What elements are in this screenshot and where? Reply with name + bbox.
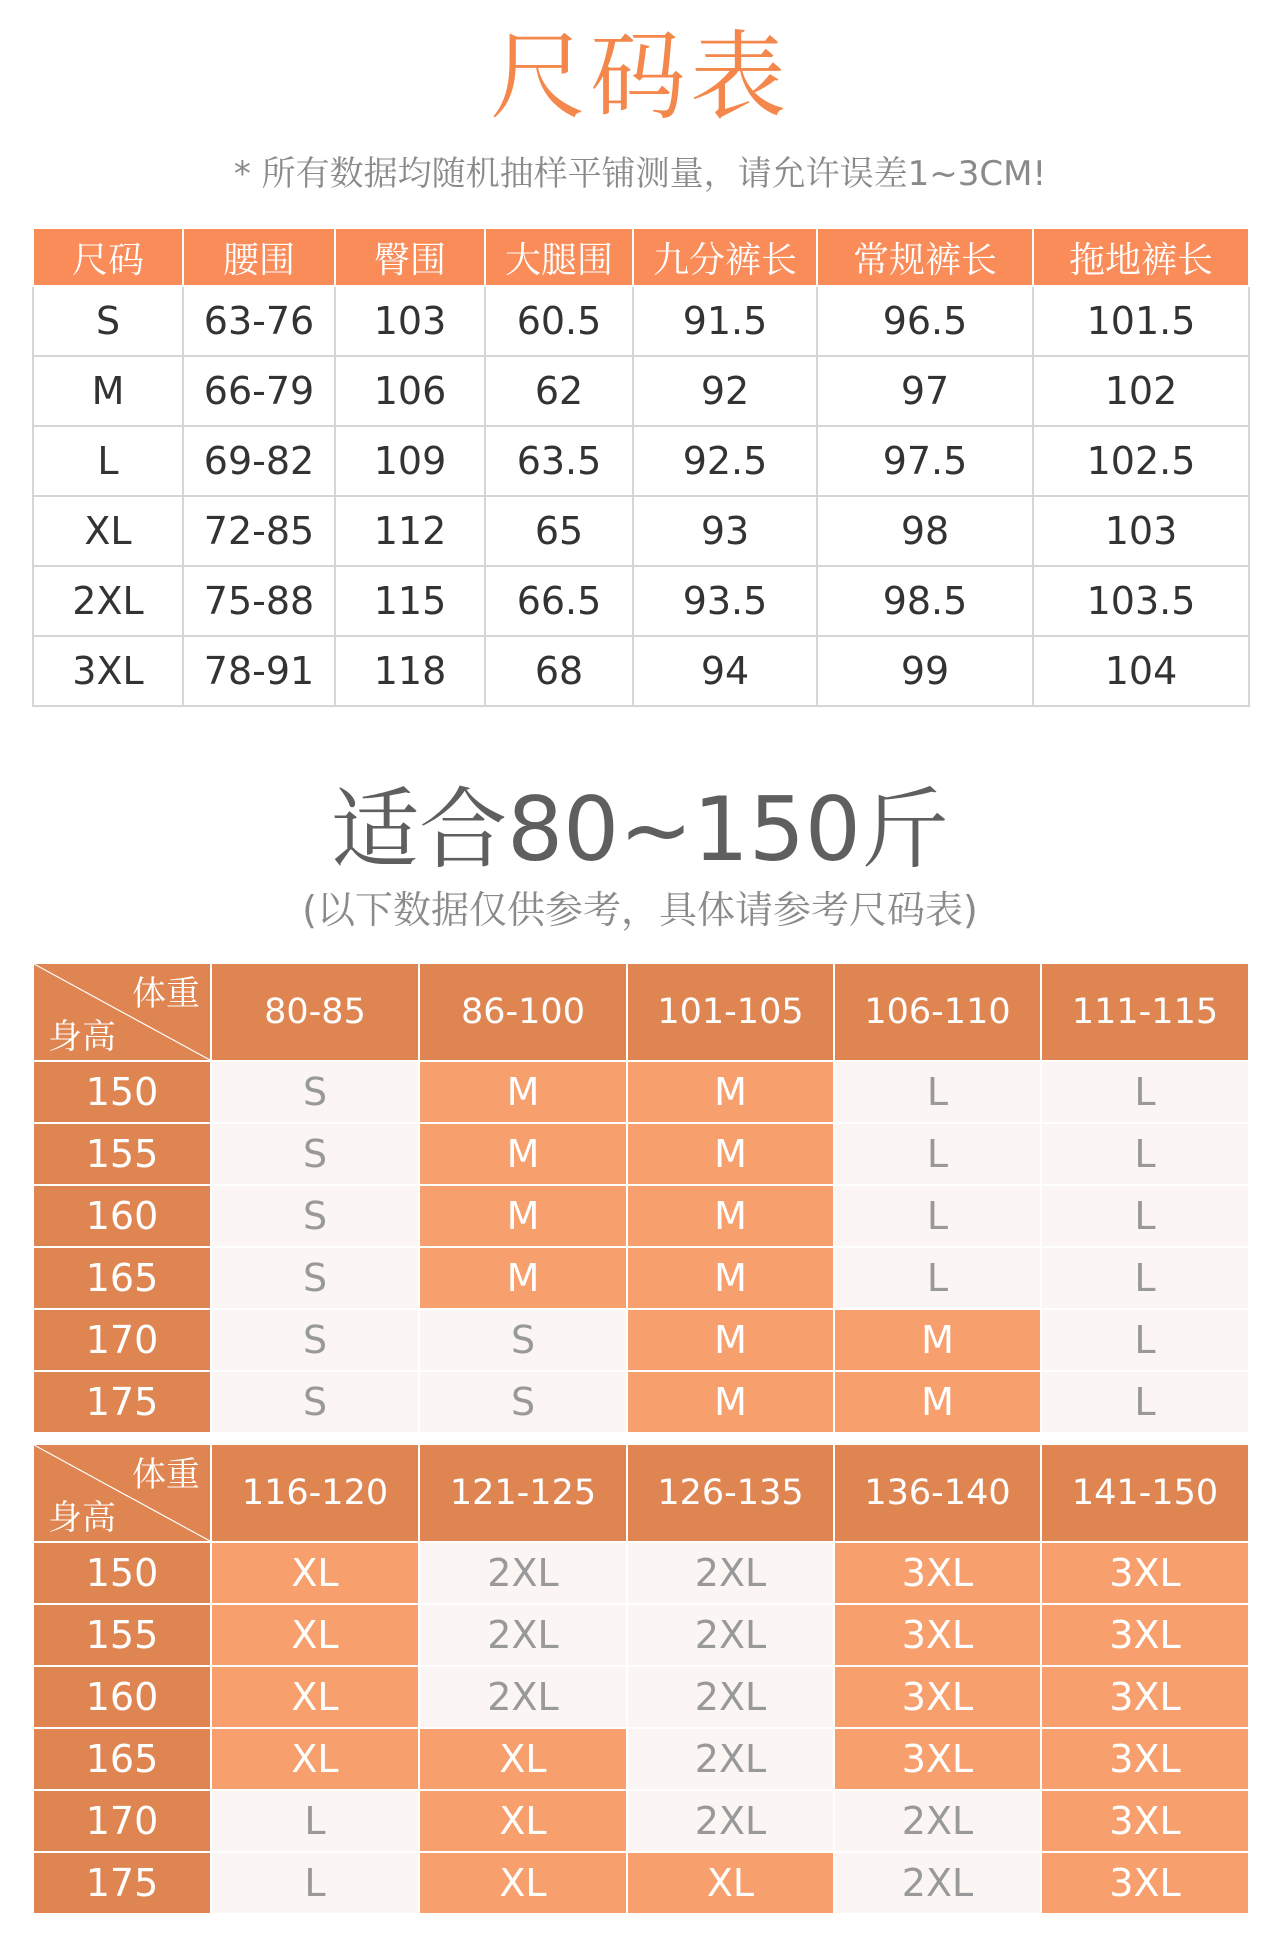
column-header: 臀围 xyxy=(335,228,485,286)
size-cell: M xyxy=(627,1185,834,1247)
column-header: 九分裤长 xyxy=(633,228,817,286)
table-cell: 104 xyxy=(1033,636,1249,706)
weight-header: 101-105 xyxy=(627,963,834,1061)
measurement-note: * 所有数据均随机抽样平铺测量，请允许误差1~3CM! xyxy=(233,154,1047,194)
weight-header: 106-110 xyxy=(834,963,1041,1061)
table-row xyxy=(33,1061,1249,1123)
size-cell: M xyxy=(419,1185,627,1247)
size-cell: S xyxy=(211,1371,419,1433)
table-cell: 115 xyxy=(335,566,485,636)
table-cell: 66-79 xyxy=(183,356,335,426)
size-cell: L xyxy=(834,1185,1041,1247)
weight-header-row xyxy=(33,963,1249,1061)
table-row xyxy=(33,1123,1249,1185)
table-row xyxy=(33,1666,1249,1728)
size-cell: M xyxy=(627,1123,834,1185)
size-cell: M xyxy=(419,1061,627,1123)
size-cell: 3XL xyxy=(834,1728,1041,1790)
size-cell: 2XL xyxy=(419,1666,627,1728)
weight-header: 136-140 xyxy=(834,1444,1041,1542)
size-cell: XL xyxy=(419,1728,627,1790)
size-cell: 2XL xyxy=(627,1790,834,1852)
table-cell: 99 xyxy=(817,636,1033,706)
table-cell: 112 xyxy=(335,496,485,566)
size-cell: M xyxy=(627,1309,834,1371)
size-cell: L xyxy=(1041,1185,1249,1247)
table-cell: 97.5 xyxy=(817,426,1033,496)
table-cell: 72-85 xyxy=(183,496,335,566)
size-cell: 2XL xyxy=(834,1790,1041,1852)
size-cell: S xyxy=(211,1309,419,1371)
size-cell: M xyxy=(419,1123,627,1185)
size-cell: M xyxy=(627,1061,834,1123)
size-cell: M xyxy=(834,1309,1041,1371)
table-row xyxy=(33,1542,1249,1604)
size-cell: 3XL xyxy=(1041,1666,1249,1728)
column-header: 常规裤长 xyxy=(817,228,1033,286)
size-cell: S xyxy=(419,1371,627,1433)
table-cell: 96.5 xyxy=(817,286,1033,356)
table-cell: 102 xyxy=(1033,356,1249,426)
height-header: 150 xyxy=(33,1542,211,1604)
height-header: 150 xyxy=(33,1061,211,1123)
size-cell: XL xyxy=(419,1790,627,1852)
weight-header: 111-115 xyxy=(1041,963,1249,1061)
fit-grid-heavy xyxy=(32,1443,1250,1915)
size-cell: L xyxy=(1041,1371,1249,1433)
size-cell: 2XL xyxy=(419,1542,627,1604)
size-cell: M xyxy=(419,1247,627,1309)
size-cell: S xyxy=(211,1185,419,1247)
column-header: 大腿围 xyxy=(485,228,633,286)
size-cell: 3XL xyxy=(834,1604,1041,1666)
weight-header: 141-150 xyxy=(1041,1444,1249,1542)
size-cell: 3XL xyxy=(1041,1604,1249,1666)
fit-grid-light xyxy=(32,962,1250,1434)
table-row xyxy=(33,636,1249,706)
size-cell: XL xyxy=(419,1852,627,1914)
table-cell: 94 xyxy=(633,636,817,706)
size-cell: 3XL xyxy=(834,1542,1041,1604)
size-cell: 2XL xyxy=(627,1728,834,1790)
table-row xyxy=(33,286,1249,356)
table-cell: 109 xyxy=(335,426,485,496)
page-title: 尺码表 xyxy=(490,21,790,133)
table-row xyxy=(33,1247,1249,1309)
table-row xyxy=(33,1728,1249,1790)
table-row xyxy=(33,1604,1249,1666)
corner-weight-label: 体重 xyxy=(132,974,200,1014)
size-cell: 3XL xyxy=(1041,1790,1249,1852)
table-row xyxy=(33,1790,1249,1852)
table-cell: 103.5 xyxy=(1033,566,1249,636)
weight-header-row xyxy=(33,1444,1249,1542)
size-cell: S xyxy=(211,1247,419,1309)
size-cell: XL xyxy=(627,1852,834,1914)
table-cell: 92.5 xyxy=(633,426,817,496)
size-cell: L xyxy=(1041,1061,1249,1123)
table-cell: 102.5 xyxy=(1033,426,1249,496)
size-cell: 2XL xyxy=(627,1542,834,1604)
size-cell: XL xyxy=(211,1542,419,1604)
column-header: 尺码 xyxy=(33,228,183,286)
column-header: 腰围 xyxy=(183,228,335,286)
height-header: 160 xyxy=(33,1666,211,1728)
table-cell: S xyxy=(33,286,183,356)
size-cell: 3XL xyxy=(1041,1852,1249,1914)
table-cell: 103 xyxy=(335,286,485,356)
table-cell: 78-91 xyxy=(183,636,335,706)
size-cell: L xyxy=(211,1790,419,1852)
table-cell: 63-76 xyxy=(183,286,335,356)
table-cell: 92 xyxy=(633,356,817,426)
table-cell: M xyxy=(33,356,183,426)
size-cell: L xyxy=(834,1123,1041,1185)
table-cell: 75-88 xyxy=(183,566,335,636)
size-chart-table xyxy=(32,227,1250,707)
table-cell: 2XL xyxy=(33,566,183,636)
size-cell: L xyxy=(1041,1309,1249,1371)
height-header: 165 xyxy=(33,1728,211,1790)
size-cell: 2XL xyxy=(627,1666,834,1728)
weight-header: 86-100 xyxy=(419,963,627,1061)
height-header: 175 xyxy=(33,1852,211,1914)
size-cell: M xyxy=(627,1371,834,1433)
table-row xyxy=(33,566,1249,636)
table-row xyxy=(33,1309,1249,1371)
weight-header: 126-135 xyxy=(627,1444,834,1542)
size-cell: 3XL xyxy=(1041,1728,1249,1790)
table-cell: 97 xyxy=(817,356,1033,426)
height-header: 155 xyxy=(33,1604,211,1666)
size-cell: S xyxy=(419,1309,627,1371)
table-cell: 68 xyxy=(485,636,633,706)
table-row xyxy=(33,1852,1249,1914)
table-cell: 3XL xyxy=(33,636,183,706)
size-cell: 3XL xyxy=(1041,1542,1249,1604)
size-cell: L xyxy=(834,1247,1041,1309)
size-cell: 2XL xyxy=(627,1604,834,1666)
weight-header: 121-125 xyxy=(419,1444,627,1542)
table-cell: XL xyxy=(33,496,183,566)
table-row xyxy=(33,496,1249,566)
fit-weight-title: 适合80~150斤 xyxy=(331,778,949,881)
weight-header: 116-120 xyxy=(211,1444,419,1542)
table-cell: 106 xyxy=(335,356,485,426)
size-cell: 3XL xyxy=(834,1666,1041,1728)
height-header: 165 xyxy=(33,1247,211,1309)
table-cell: 65 xyxy=(485,496,633,566)
table-row xyxy=(33,426,1249,496)
height-header: 160 xyxy=(33,1185,211,1247)
table-cell: 66.5 xyxy=(485,566,633,636)
height-header: 155 xyxy=(33,1123,211,1185)
size-cell: XL xyxy=(211,1604,419,1666)
fit-reference-note: (以下数据仅供参考，具体请参考尺码表) xyxy=(302,888,978,932)
size-cell: L xyxy=(211,1852,419,1914)
corner-cell xyxy=(33,1444,211,1542)
size-cell: 2XL xyxy=(834,1852,1041,1914)
size-cell: L xyxy=(1041,1123,1249,1185)
table-cell: 62 xyxy=(485,356,633,426)
table-row xyxy=(33,356,1249,426)
size-cell: XL xyxy=(211,1728,419,1790)
table-row xyxy=(33,1185,1249,1247)
table-cell: 93 xyxy=(633,496,817,566)
table-cell: 91.5 xyxy=(633,286,817,356)
table-cell: 98 xyxy=(817,496,1033,566)
size-cell: XL xyxy=(211,1666,419,1728)
size-cell: 2XL xyxy=(419,1604,627,1666)
table-cell: 93.5 xyxy=(633,566,817,636)
table-cell: 60.5 xyxy=(485,286,633,356)
corner-cell xyxy=(33,963,211,1061)
table-cell: L xyxy=(33,426,183,496)
column-header: 拖地裤长 xyxy=(1033,228,1249,286)
table-cell: 63.5 xyxy=(485,426,633,496)
table-row xyxy=(33,1371,1249,1433)
size-cell: M xyxy=(627,1247,834,1309)
size-cell: S xyxy=(211,1061,419,1123)
size-cell: S xyxy=(211,1123,419,1185)
size-cell: L xyxy=(1041,1247,1249,1309)
size-cell: M xyxy=(834,1371,1041,1433)
table-cell: 101.5 xyxy=(1033,286,1249,356)
height-header: 170 xyxy=(33,1309,211,1371)
height-header: 170 xyxy=(33,1790,211,1852)
size-chart-header-row xyxy=(33,228,1249,286)
height-header: 175 xyxy=(33,1371,211,1433)
corner-weight-label: 体重 xyxy=(132,1455,200,1495)
table-cell: 118 xyxy=(335,636,485,706)
table-cell: 98.5 xyxy=(817,566,1033,636)
table-cell: 69-82 xyxy=(183,426,335,496)
size-cell: L xyxy=(834,1061,1041,1123)
corner-height-label: 身高 xyxy=(48,1017,116,1057)
weight-header: 80-85 xyxy=(211,963,419,1061)
table-cell: 103 xyxy=(1033,496,1249,566)
corner-height-label: 身高 xyxy=(48,1498,116,1538)
